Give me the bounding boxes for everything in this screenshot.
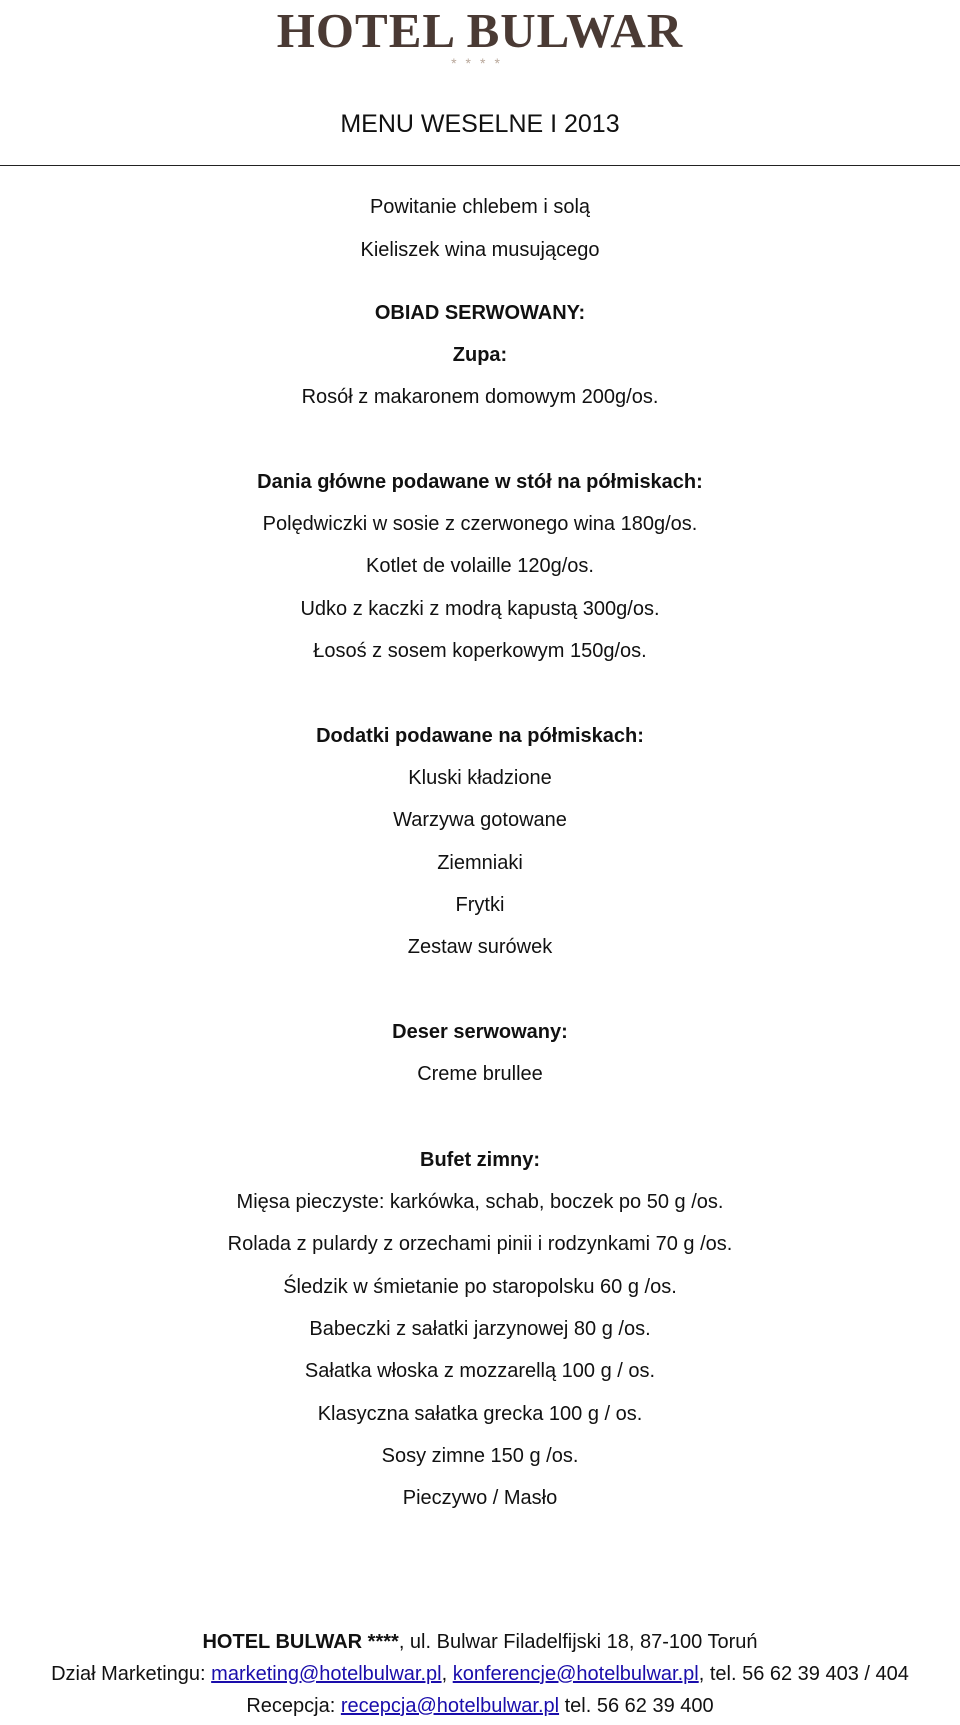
menu-item: Polędwiczki w sosie z czerwonego wina 180g/os. bbox=[262, 513, 698, 535]
menu-section-heading: Zupa: bbox=[452, 344, 508, 366]
menu-item: Łosoś z sosem koperkowym 150g/os. bbox=[313, 640, 647, 662]
menu-item: Warzywa gotowane bbox=[393, 809, 567, 831]
footer-marketing-phone: , tel. 56 62 39 403 / 404 bbox=[698, 1663, 909, 1685]
menu-item: Zestaw surówek bbox=[407, 936, 553, 958]
hotel-logo bbox=[0, 0, 960, 70]
conference-email-link[interactable]: konferencje@hotelbulwar.pl bbox=[452, 1663, 699, 1685]
menu-item: Ziemniaki bbox=[437, 852, 523, 874]
footer-reception-line bbox=[0, 1694, 960, 1718]
footer-address: , ul. Bulwar Filadelfijski 18, 87-100 Toruń bbox=[398, 1631, 758, 1653]
menu-item: Sałatka włoska z mozzarellą 100 g / os. bbox=[304, 1360, 656, 1382]
menu-item: Kieliszek wina musującego bbox=[360, 239, 600, 261]
menu-item: Frytki bbox=[455, 894, 505, 916]
menu-item: Klasyczna sałatka grecka 100 g / os. bbox=[317, 1403, 643, 1425]
logo-text: HOTEL BULWAR bbox=[276, 3, 684, 58]
menu-item: Pieczywo / Masło bbox=[402, 1487, 558, 1509]
menu-item: Creme brullee bbox=[417, 1063, 543, 1085]
logo-stars: **** bbox=[451, 55, 509, 71]
menu-item: Udko z kaczki z modrą kapustą 300g/os. bbox=[300, 598, 660, 620]
menu-section-heading: Deser serwowany: bbox=[392, 1021, 568, 1043]
menu-section-heading: OBIAD SERWOWANY: bbox=[374, 302, 586, 324]
menu-item: Powitanie chlebem i solą bbox=[369, 196, 591, 218]
reception-email-link[interactable]: recepcja@hotelbulwar.pl bbox=[340, 1695, 560, 1717]
menu-section-heading: Bufet zimny: bbox=[420, 1149, 540, 1171]
menu-item: Sosy zimne 150 g /os. bbox=[381, 1445, 579, 1467]
menu-section-heading: Dania główne podawane w stół na półmiskach: bbox=[257, 471, 703, 493]
menu-item: Mięsa pieczyste: karkówka, schab, boczek po 50 g /os. bbox=[236, 1191, 724, 1213]
footer-hotel-name: HOTEL BULWAR **** bbox=[202, 1631, 399, 1653]
menu-item: Babeczki z sałatki jarzynowej 80 g /os. bbox=[309, 1318, 651, 1340]
marketing-email-link[interactable]: marketing@hotelbulwar.pl bbox=[211, 1663, 442, 1685]
title-divider bbox=[0, 165, 960, 166]
footer-address-line bbox=[0, 1630, 960, 1654]
footer-reception-phone: tel. 56 62 39 400 bbox=[559, 1695, 714, 1717]
menu-item: Rolada z pulardy z orzechami pinii i rodzynkami 70 g /os. bbox=[227, 1233, 733, 1255]
menu-item: Kluski kładzione bbox=[408, 767, 552, 789]
footer-marketing-line bbox=[0, 1662, 960, 1686]
footer-reception-label: Recepcja: bbox=[246, 1695, 341, 1717]
footer-separator: , bbox=[441, 1663, 453, 1685]
footer-marketing-label: Dział Marketingu: bbox=[51, 1663, 212, 1685]
menu-item: Rosół z makaronem domowym 200g/os. bbox=[301, 386, 659, 408]
menu-item: Śledzik w śmietanie po staropolsku 60 g /os. bbox=[283, 1276, 677, 1298]
menu-item: Kotlet de volaille 120g/os. bbox=[366, 555, 594, 577]
menu-section-heading: Dodatki podawane na półmiskach: bbox=[316, 725, 644, 747]
menu-title: MENU WESELNE I 2013 bbox=[340, 110, 620, 138]
